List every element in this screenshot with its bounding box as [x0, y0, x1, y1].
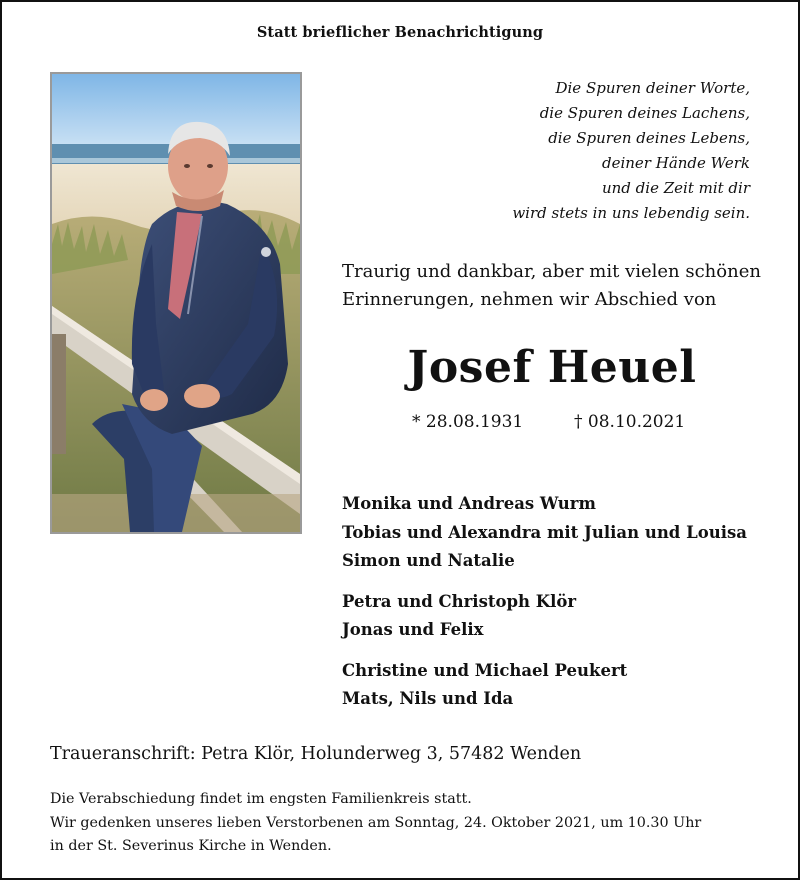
mourner-line: Simon und Natalie: [342, 551, 515, 570]
notice-header: Statt brieflicher Benachrichtigung: [256, 24, 544, 41]
service-line: in der St. Severinus Kirche in Wenden.: [50, 838, 332, 854]
poem-line: Die Spuren deiner Worte,: [555, 79, 750, 97]
death-date: † 08.10.2021: [574, 412, 686, 432]
mourners-list: [342, 490, 782, 726]
farewell-intro: [342, 258, 762, 313]
deceased-name: Josef Heuel: [407, 342, 697, 393]
poem-line: die Spuren deines Lachens,: [539, 104, 750, 122]
memorial-poem: [512, 76, 750, 226]
mourner-line: Jonas und Felix: [342, 620, 484, 639]
service-line: Wir gedenken unseres lieben Verstorbenen am Sonntag, 24. Oktober 2021, um 10.30 Uhr: [50, 814, 702, 831]
mourner-line: Mats, Nils und Ida: [342, 689, 514, 708]
intro-line: Erinnerungen, nehmen wir Abschied von: [342, 288, 717, 310]
deceased-photo: [50, 72, 302, 534]
mourner-line: Christine und Michael Peukert: [342, 660, 628, 680]
birth-date: * 28.08.1931: [412, 412, 524, 432]
service-info: [50, 788, 790, 859]
family-group: [342, 588, 782, 645]
mourner-line: Petra und Christoph Klör: [342, 591, 577, 611]
poem-line: und die Zeit mit dir: [601, 179, 750, 197]
family-group: [342, 657, 782, 714]
mourner-line: Tobias und Alexandra mit Julian und Louisa: [342, 522, 747, 542]
family-group: [342, 490, 782, 576]
service-line: Die Verabschiedung findet im engsten Familienkreis statt.: [50, 791, 472, 807]
poem-line: die Spuren deines Lebens,: [548, 129, 750, 147]
intro-line: Traurig und dankbar, aber mit vielen schönen: [342, 261, 761, 282]
poem-line: deiner Hände Werk: [601, 154, 750, 172]
mourner-line: Monika und Andreas Wurm: [342, 494, 596, 513]
poem-line: wird stets in uns lebendig sein.: [512, 204, 750, 222]
mourning-address: Traueranschrift: Petra Klör, Holunderweg 3, 57482 Wenden: [50, 744, 582, 764]
